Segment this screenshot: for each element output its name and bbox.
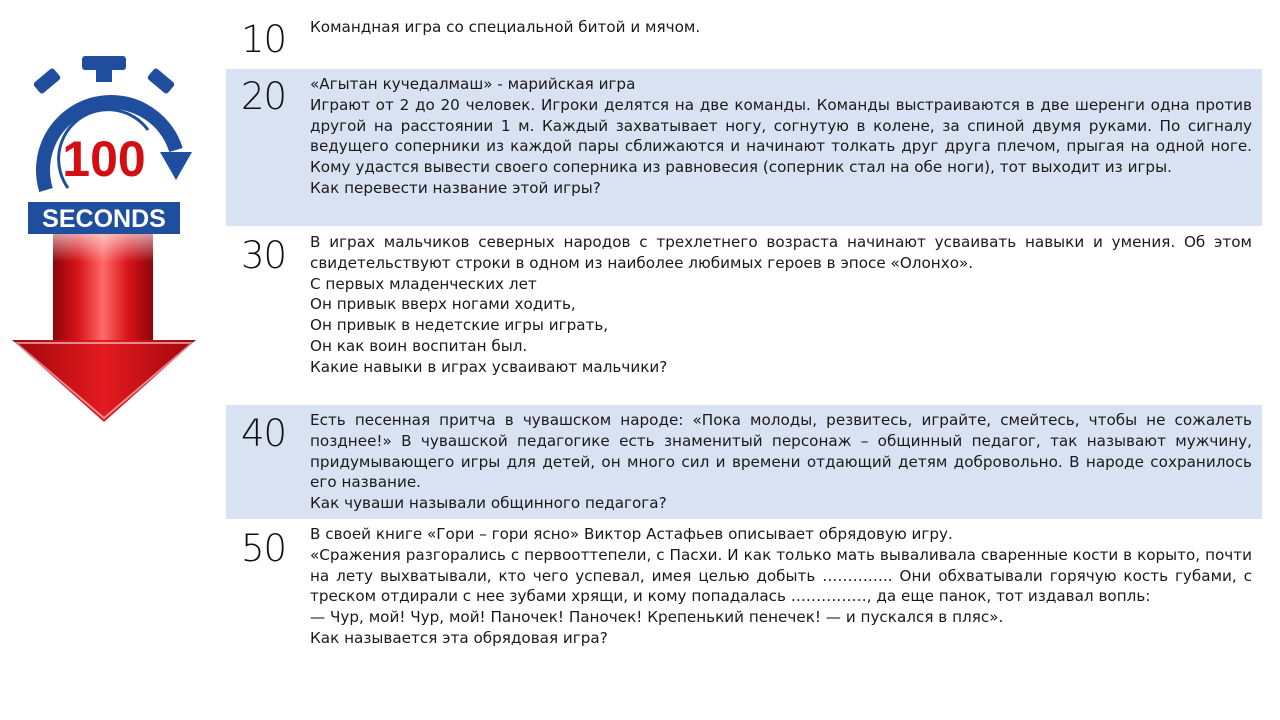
points-label: 20 bbox=[241, 75, 287, 118]
stopwatch-logo bbox=[8, 50, 208, 440]
text-line: Как называется эта обрядовая игра? bbox=[310, 628, 608, 647]
text-line: «Агытан кучедалмаш» - марийская игра bbox=[310, 75, 636, 93]
points-label: 30 bbox=[241, 234, 287, 277]
text-line: другой на расстоянии 1 м. Каждый захватывает ногу, согнутую в колене, за спиной двумя руками. По сигналу bbox=[310, 116, 1252, 135]
text-line: Он привык в недетские игры играть, bbox=[310, 316, 609, 335]
question-row-40 bbox=[226, 405, 1262, 519]
text-line: Кому удастся вывести своего соперника из равновесия (соперник стал на обе ноги), тот выходит из игры. bbox=[310, 158, 1172, 177]
question-text bbox=[310, 17, 1252, 38]
text-line: С первых младенческих лет bbox=[310, 274, 537, 293]
text-line: Как чуваши называли общинного педагога? bbox=[310, 494, 667, 513]
stopwatch-number: 100 bbox=[62, 131, 146, 187]
text-line: Он как воин воспитан был. bbox=[310, 336, 528, 355]
question-text bbox=[310, 232, 1252, 378]
text-line: его название. bbox=[310, 473, 421, 492]
points-label: 10 bbox=[241, 18, 287, 61]
text-line: — Чур, мой! Чур, мой! Паночек! Паночек! Крепенький пенечек! — и пускался в пляс». bbox=[310, 608, 1004, 627]
text-line: Как перевести название этой игры? bbox=[310, 178, 601, 197]
text-line: позднее!» В чувашской педагогике есть знаменитый персонаж – общинный педагог, так называют мужчину, bbox=[310, 431, 1252, 450]
text-line: В своей книге «Гори – гори ясно» Виктор Астафьев описывает обрядовую игру. bbox=[310, 525, 953, 543]
text-line: ведущего соперники из каждой пары сближаются и начинают толкать друг друга плечом, прыгая на одной ноге. bbox=[310, 137, 1252, 156]
points-label: 50 bbox=[241, 527, 287, 570]
text-line: на лету выхватывали, кто чего успевал, имея целью добыть ………….. Они обхватывали горячую кость губами, с bbox=[310, 566, 1252, 585]
question-text bbox=[310, 524, 1252, 649]
stopwatch-arrow-icon bbox=[8, 50, 208, 440]
text-line: Командная игра со специальной битой и мячом. bbox=[310, 18, 701, 36]
question-text bbox=[310, 74, 1252, 199]
text-line: «Сражения разгорались с первооттепели, с Пасхи. И как только мать вываливала сваренные кости в корыто, почти bbox=[310, 545, 1252, 564]
question-row-30 bbox=[226, 226, 1262, 404]
text-line: треском отдирали с нее зубами хрящи, и кому попадалась ……………, да еще панок, тот издавал вопль: bbox=[310, 587, 1151, 606]
text-line: Он привык вверх ногами ходить, bbox=[310, 295, 576, 314]
text-line: Есть песенная притча в чувашском народе: «Пока молоды, резвитесь, играйте, смейтесь, чтобы не сожалеть bbox=[310, 411, 1252, 429]
text-line: свидетельствуют строки в одном из наиболее любимых героев в эпосе «Олонхо». bbox=[310, 253, 974, 272]
text-line: В играх мальчиков северных народов с трехлетнего возраста начинают усваивать навыки и умения. Об этом bbox=[310, 233, 1252, 251]
text-line: Какие навыки в играх усваивают мальчики? bbox=[310, 357, 668, 376]
text-line: придумывающего игры для детей, он много сил и времени отдающий детям добровольно. В народе сохранилось bbox=[310, 452, 1252, 471]
question-row-20 bbox=[226, 69, 1262, 226]
points-label: 40 bbox=[241, 412, 287, 455]
question-text bbox=[310, 410, 1252, 514]
text-line: Играют от 2 до 20 человек. Игроки делятся на две команды. Команды выстраиваются в две шеренги одна против bbox=[310, 95, 1252, 114]
stopwatch-word: SECONDS bbox=[42, 205, 166, 233]
question-row-50 bbox=[226, 519, 1262, 659]
question-row-10 bbox=[226, 10, 1262, 66]
